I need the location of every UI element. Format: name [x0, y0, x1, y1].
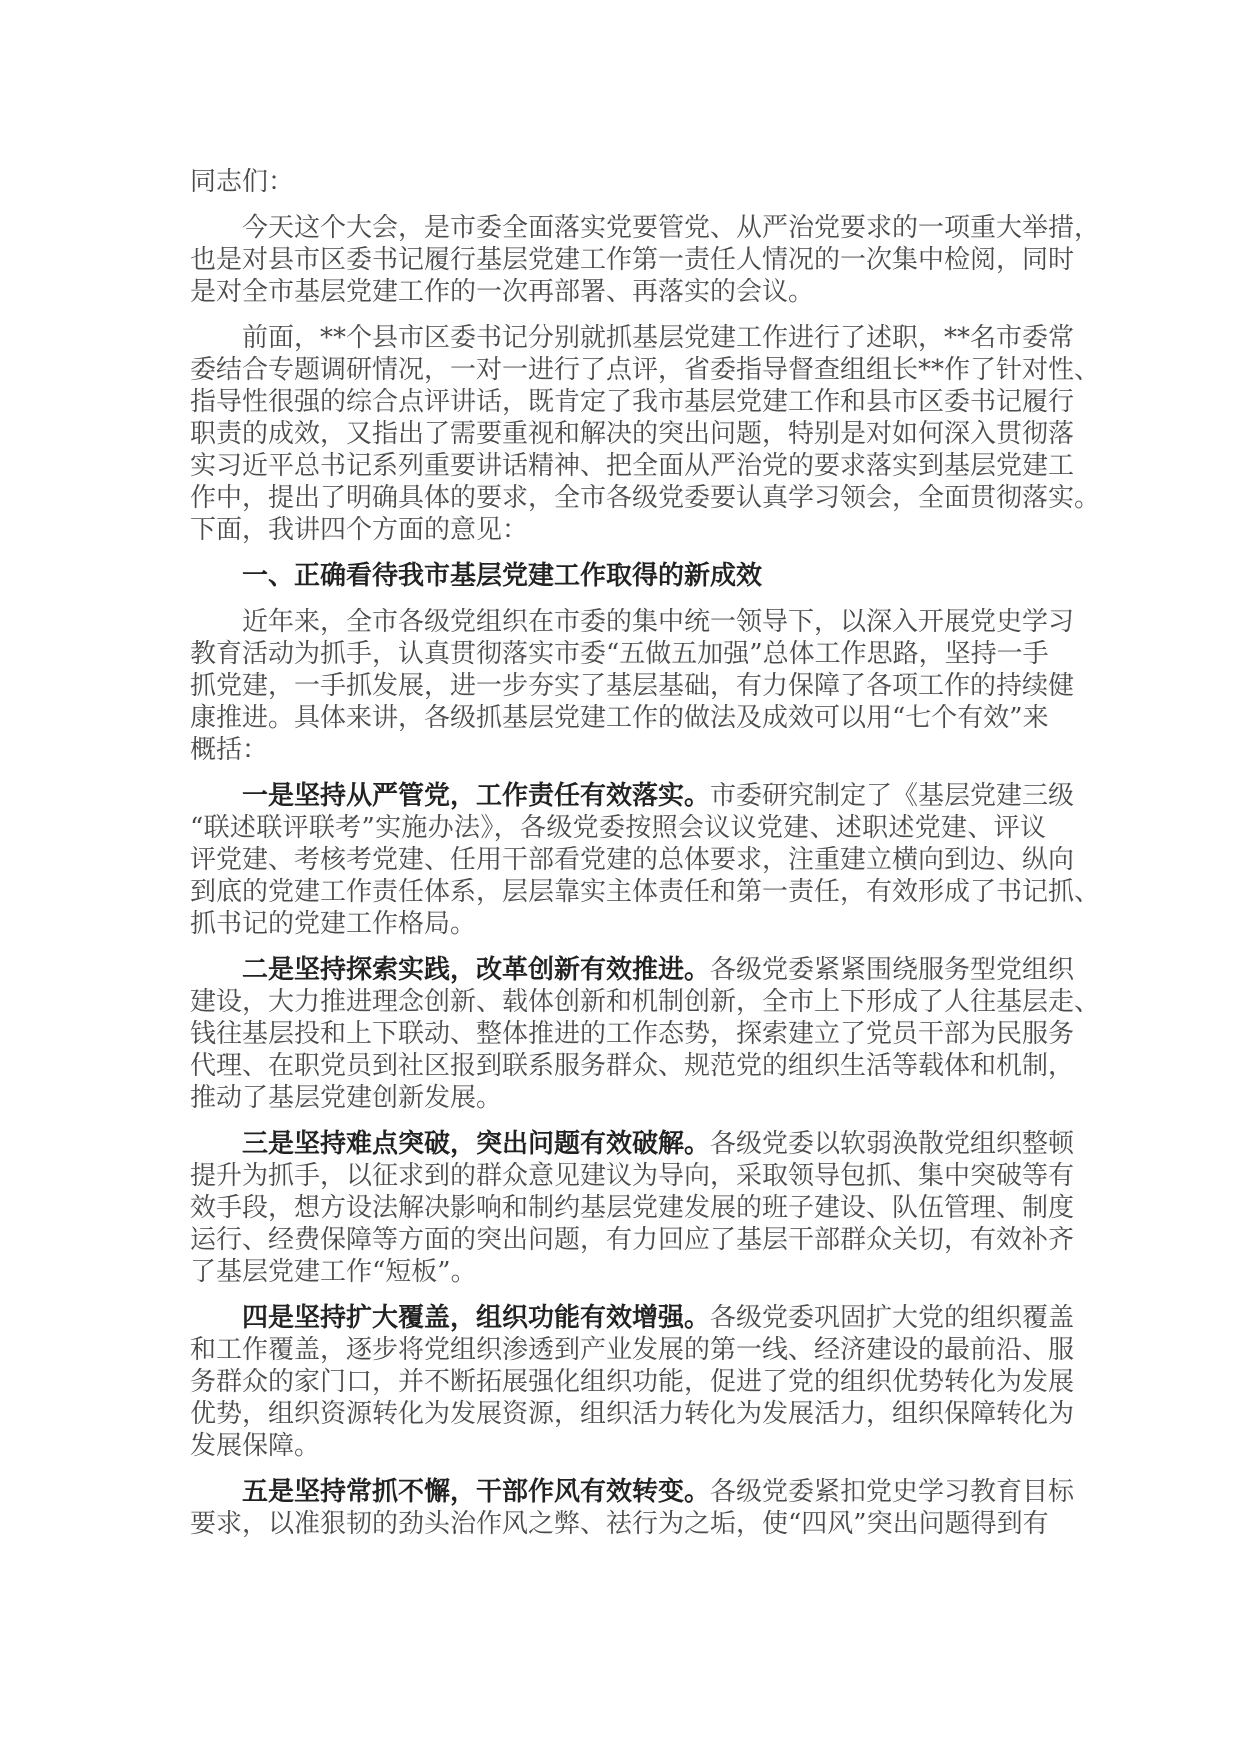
bold-lead-sentence: 三是坚持难点突破，突出问题有效破解。	[242, 1129, 711, 1159]
line-text: 也是对县市区委书记履行基层党建工作第一责任人情况的一次集中检阅，同时	[190, 245, 1075, 275]
line-text: 前面，**个县市区委书记分别就抓基层党建工作进行了述职，**名市委常	[242, 323, 1075, 353]
paragraph	[190, 1476, 1075, 1540]
text-line	[190, 1508, 1049, 1540]
line-text: 康推进。具体来讲，各级抓基层党建工作的做法及成效可以用“七个有效”来	[190, 703, 1049, 733]
paragraph	[190, 1302, 1075, 1462]
text-line	[190, 1050, 1075, 1082]
line-text: 代理、在职党员到社区报到联系服务群众、规范党的组织生活等载体和机制，	[190, 1051, 1075, 1081]
line-text: 教育活动为抓手，认真贯彻落实市委“五做五加强”总体工作思路，坚持一手	[190, 639, 1049, 669]
text-line	[190, 844, 1075, 876]
line-text: 抓书记的党建工作格局。	[190, 909, 477, 939]
text-line	[190, 734, 1046, 766]
text-line	[190, 276, 1046, 308]
bold-lead-sentence: 四是坚持扩大覆盖，组织功能有效增强。	[242, 1303, 711, 1333]
paragraph	[190, 954, 1101, 1114]
text-line	[190, 908, 1046, 940]
line-text: 概括：	[190, 735, 269, 765]
line-text: 效手段，想方设法解决影响和制约基层党建发展的班子建设、队伍管理、制度	[190, 1193, 1075, 1223]
paragraph	[190, 1128, 1075, 1288]
text-line	[190, 876, 1101, 908]
text-line	[190, 638, 1049, 670]
text-line	[190, 1082, 1046, 1114]
text-line	[190, 1128, 1075, 1160]
paragraph	[190, 606, 1075, 766]
paragraph	[190, 780, 1101, 940]
bold-lead-sentence: 一是坚持从严管党，工作责任有效落实。	[242, 781, 711, 811]
line-text: 钱往基层投和上下联动、整体推进的工作态势，探索建立了党员干部为民服务	[190, 1019, 1075, 1049]
text-line	[190, 418, 1075, 450]
bold-lead-sentence: 五是坚持常抓不懈，干部作风有效转变。	[242, 1477, 711, 1507]
line-text: 提升为抓手，以征求到的群众意见建议为导向，采取领导包抓、集中突破等有	[190, 1161, 1075, 1191]
text-line	[190, 986, 1101, 1018]
text-line	[190, 780, 1075, 812]
text-line	[190, 1192, 1075, 1224]
line-text: 到底的党建工作责任体系，层层靠实主体责任和第一责任，有效形成了书记抓、	[190, 877, 1101, 907]
line-text: 各级党委紧紧围绕服务型党组织	[710, 955, 1075, 985]
line-text: 评党建、考核考党建、任用干部看党建的总体要求，注重建立横向到边、纵向	[190, 845, 1075, 875]
text-line	[190, 1256, 1046, 1288]
line-text: 委结合专题调研情况，一对一进行了点评，省委指导督查组组长**作了针对性、	[190, 355, 1101, 385]
bold-lead-sentence: 二是坚持探索实践，改革创新有效推进。	[242, 955, 711, 985]
text-line	[190, 514, 1046, 546]
paragraph	[190, 322, 1101, 546]
line-text: “联述联评联考”实施办法》，各级党委按照会议议党建、述职述党建、评议	[190, 813, 1046, 843]
line-text: 建设，大力推进理念创新、载体创新和机制创新，全市上下形成了人往基层走、	[190, 987, 1101, 1017]
line-text: 发展保障。	[190, 1431, 321, 1461]
line-text: 职责的成效，又指出了需要重视和解决的突出问题，特别是对如何深入贯彻落	[190, 419, 1075, 449]
text-line	[190, 560, 1046, 592]
text-line	[190, 450, 1075, 482]
salutation	[190, 166, 1046, 198]
paragraph	[190, 212, 1101, 308]
line-text: 各级党委巩固扩大党的组织覆盖	[710, 1303, 1075, 1333]
line-text: 实习近平总书记系列重要讲话精神、把全面从严治党的要求落实到基层党建工	[190, 451, 1075, 481]
line-text: 推动了基层党建创新发展。	[190, 1083, 503, 1113]
line-text: 运行、经费保障等方面的突出问题，有力回应了基层干部群众关切，有效补齐	[190, 1225, 1075, 1255]
text-line	[190, 1160, 1075, 1192]
text-line	[190, 482, 1101, 514]
text-line	[190, 1430, 1046, 1462]
line-text: 务群众的家门口，并不断拓展强化组织功能，促进了党的组织优势转化为发展	[190, 1367, 1075, 1397]
text-line	[190, 1224, 1075, 1256]
text-line	[190, 166, 1046, 198]
line-text: 一、正确看待我市基层党建工作取得的新成效	[242, 561, 763, 591]
line-text: 和工作覆盖，逐步将党组织渗透到产业发展的第一线、经济建设的最前沿、服	[190, 1335, 1075, 1365]
line-text: 作中，提出了明确具体的要求，全市各级党委要认真学习领会，全面贯彻落实。	[190, 483, 1101, 513]
line-text: 优势，组织资源转化为发展资源，组织活力转化为发展活力，组织保障转化为	[190, 1399, 1075, 1429]
text-line	[190, 954, 1075, 986]
line-text: 下面，我讲四个方面的意见：	[190, 515, 529, 545]
line-text: 是对全市基层党建工作的一次再部署、再落实的会议。	[190, 277, 815, 307]
text-line	[190, 1398, 1075, 1430]
line-text: 各级党委紧扣党史学习教育目标	[710, 1477, 1075, 1507]
line-text: 市委研究制定了《基层党建三级	[710, 781, 1075, 811]
text-line	[190, 1302, 1075, 1334]
text-line	[190, 606, 1075, 638]
line-text: 要求，以准狠韧的劲头治作风之弊、祛行为之垢，使“四风”突出问题得到有	[190, 1509, 1049, 1539]
text-line	[190, 812, 1046, 844]
text-line	[190, 670, 1075, 702]
text-line	[190, 244, 1075, 276]
line-text: 抓党建，一手抓发展，进一步夯实了基层基础，有力保障了各项工作的持续健	[190, 671, 1075, 701]
line-text: 近年来，全市各级党组织在市委的集中统一领导下，以深入开展党史学习	[242, 607, 1075, 637]
line-text: 今天这个大会，是市委全面落实党要管党、从严治党要求的一项重大举措，	[242, 213, 1101, 243]
text-line	[190, 354, 1101, 386]
line-text: 指导性很强的综合点评讲话，既肯定了我市基层党建工作和县市区委书记履行	[190, 387, 1075, 417]
text-line	[190, 1476, 1075, 1508]
section-heading	[190, 560, 1046, 592]
line-text: 同志们：	[190, 167, 295, 197]
text-line	[190, 1334, 1075, 1366]
document-page-body	[190, 166, 1101, 1554]
text-line	[190, 322, 1075, 354]
text-line	[190, 702, 1049, 734]
text-line	[190, 212, 1101, 244]
text-line	[190, 386, 1075, 418]
text-line	[190, 1366, 1075, 1398]
line-text: 了基层党建工作“短板”。	[190, 1257, 477, 1287]
line-text: 各级党委以软弱涣散党组织整顿	[710, 1129, 1075, 1159]
text-line	[190, 1018, 1075, 1050]
